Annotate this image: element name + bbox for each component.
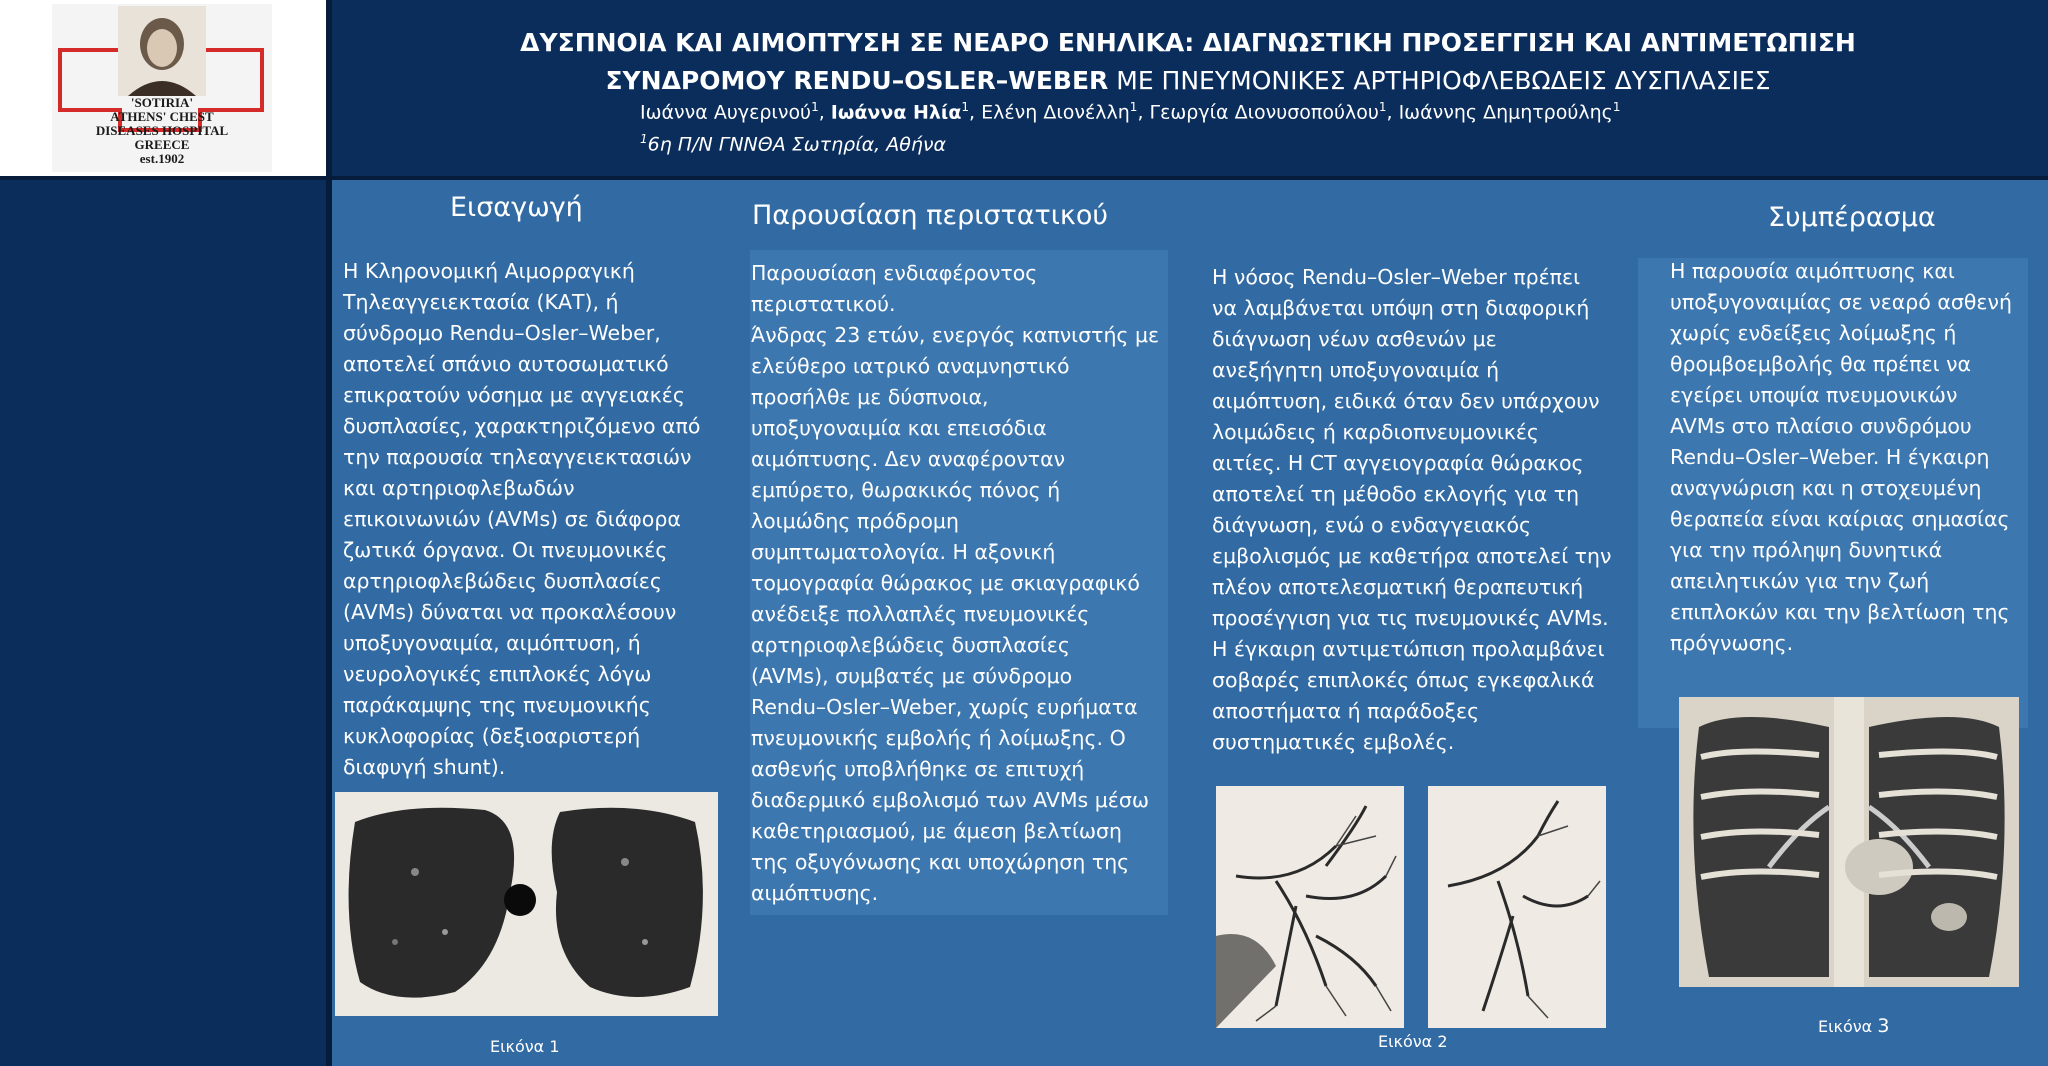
author-2: Ιωάννα Ηλία xyxy=(830,101,962,124)
horizontal-divider xyxy=(0,176,2048,180)
author-4: Γεωργία Διονυσοπούλου xyxy=(1149,101,1379,124)
figure-2-caption: Εικόνα 2 xyxy=(1378,1032,1448,1051)
poster-title-line-1: ΔΥΣΠΝΟΙΑ ΚΑΙ ΑΙΜΟΠΤΥΣΗ ΣΕ ΝΕΑΡΟ ΕΝΗΛΙΚΑ: ΔΙΑΓΝΩΣΤΙΚΗ ΠΡΟΣΕΓΓΙΣΗ ΚΑΙ ΑΝΤΙΜΕΤΩΠΙΣΗ xyxy=(520,28,1856,57)
logo-line-1: 'SOTIRIA' xyxy=(130,95,194,110)
author-1: Ιωάννα Αυγερινού xyxy=(640,101,812,124)
affiliation: $^1$6η Π/Ν ΓΝΝΘΑ Σωτηρία, Αθήνα xyxy=(640,132,947,156)
authors-line: Ιωάννα Αυγερινού$^1$, Ιωάννα Ηλία$^1$, Ελένη Διονέλλη$^1$, Γεωργία Διονυσοπούλου$^1$, Ιωάννης Δημητρούλης$^1$ xyxy=(640,100,1621,124)
logo-line-2: ATHENS' CHEST xyxy=(110,109,214,124)
poster-title-line-2 xyxy=(328,66,2048,95)
discussion-text: Η νόσος Rendu–Osler–Weber πρέπει να λαμβάνεται υπόψη στη διαφορική διάγνωση νέων ασθενών με ανεξήγητη υποξυγοναιμία ή αιμόπτυση, ειδικά όταν δεν υπάρχουν λοιμώδεις ή καρδιοπνευμονικές αιτίες. Η CT αγγειογραφία θώρακος αποτελεί τη μέθοδο εκλογής για τη διάγνωση, ενώ ο ενδαγγειακός εμβολισμός με καθετήρα αποτελεί την πλέον αποτελεσματική θεραπευτική προσέγγιση για τις πνευμονικές AVMs. Η έγκαιρη αντιμετώπιση προλαμβάνει σοβαρές επιπλοκές όπως εγκεφαλικά αποστήματα ή παράδοξες συστηματικές εμβολές. xyxy=(1212,265,1612,754)
title-normal-part: ΜΕ ΠΝΕΥΜΟΝΙΚΕΣ ΑΡΤΗΡΙΟΦΛΕΒΩΔΕΙΣ ΔΥΣΠΛΑΣΙΕΣ xyxy=(1108,66,1771,95)
logo-line-5: est.1902 xyxy=(139,151,185,166)
intro-title: Εισαγωγή xyxy=(450,192,583,223)
vertical-divider xyxy=(326,0,332,1066)
title-bold-part: ΣΥΝΔΡΟΜΟΥ RENDU–OSLER–WEBER xyxy=(605,66,1109,95)
conclusion-text: Η παρουσία αιμόπτυσης και υποξυγοναιμίας σε νεαρό ασθενή χωρίς ενδείξεις λοίμωξης ή θρομβοεμβολής θα πρέπει να εγείρει υποψία πνευμονικών AVMs στο πλαίσιο συνδρόμου Rendu–Osler–Weber. Η έγκαιρη αναγνώριση και η στοχευμένη θεραπεία είναι καίριας σημασίας για την πρόληψη δυνητικά απειλητικών για την ζωή επιπλοκών και την βελτίωση της πρόγνωσης. xyxy=(1670,259,2012,655)
angiogram-image-1 xyxy=(1216,786,1404,1028)
coronal-ct-image xyxy=(1679,697,2019,987)
intro-text: Η Κληρονομική Αιμορραγική Τηλεαγγειεκτασία (ΚΑΤ), ή σύνδρομο Rendu–Osler–Weber, αποτελεί σπάνιο αυτοσωματικό επικρατούν νόσημα με αγγειακές δυσπλασίες, χαρακτηριζόμενο από την παρουσία τηλεαγγειεκτασιών και αρτηριοφλεβωδών επικοινωνιών (AVMs) σε διάφορα ζωτικά όργανα. Οι πνευμονικές αρτηριοφλεβώδεις δυσπλασίες (AVMs) δύναται να προκαλέσουν υποξυγοναιμία, αιμόπτυση, ή νευρολογικές επιπλοκές λόγω παράκαμψης της πνευμονικής κυκλοφορίας (δεξιοαριστερή διαφυγή shunt). xyxy=(343,259,701,779)
figure-1-caption: Εικόνα 1 xyxy=(490,1037,560,1056)
ct-scan-image xyxy=(335,792,718,1016)
case-title: Παρουσίαση περιστατικού xyxy=(752,200,1108,231)
logo-text xyxy=(52,96,272,166)
logo-line-4: GREECE xyxy=(134,137,190,152)
case-text: Παρουσίαση ενδιαφέροντος περιστατικού. Άνδρας 23 ετών, ενεργός καπνιστής με ελεύθερο ιατρικό αναμνηστικό προσήλθε με δύσπνοια, υποξυγοναιμία και επεισόδια αιμόπτυσης. Δεν αναφέρονταν εμπύρετο, θωρακικός πόνος ή λοιμώδης πρόδρομη συμπτωματολογία. Η αξονική τομογραφία θώρακος με σκιαγραφικό ανέδειξε πολλαπλές πνευμονικές αρτηριοφλεβώδεις δυσπλασίες (AVMs), συμβατές με σύνδρομο Rendu–Osler–Weber, χωρίς ευρήματα πνευμονικής εμβολής ή λοίμωξης. Ο ασθενής υποβλήθηκε σε επιτυχή διαδερμικό εμβολισμό των AVMs μέσω καθετηριασμού, με άμεση βελτίωση της οξυγόνωσης και υποχώρηση της αιμόπτυσης. xyxy=(751,261,1160,905)
conclusion-title: Συμπέρασμα xyxy=(1768,202,1936,233)
author-5: Ιωάννης Δημητρούλης xyxy=(1398,101,1613,124)
logo-area xyxy=(0,0,326,176)
figure-3-caption: Εικόνα 3 xyxy=(1818,1015,1890,1037)
logo-line-3: DISEASES HOSPITAL xyxy=(95,123,229,138)
author-3: Ελένη Διονέλλη xyxy=(981,101,1130,124)
angiogram-image-2 xyxy=(1428,786,1606,1028)
left-sidebar-strip xyxy=(0,176,326,1066)
